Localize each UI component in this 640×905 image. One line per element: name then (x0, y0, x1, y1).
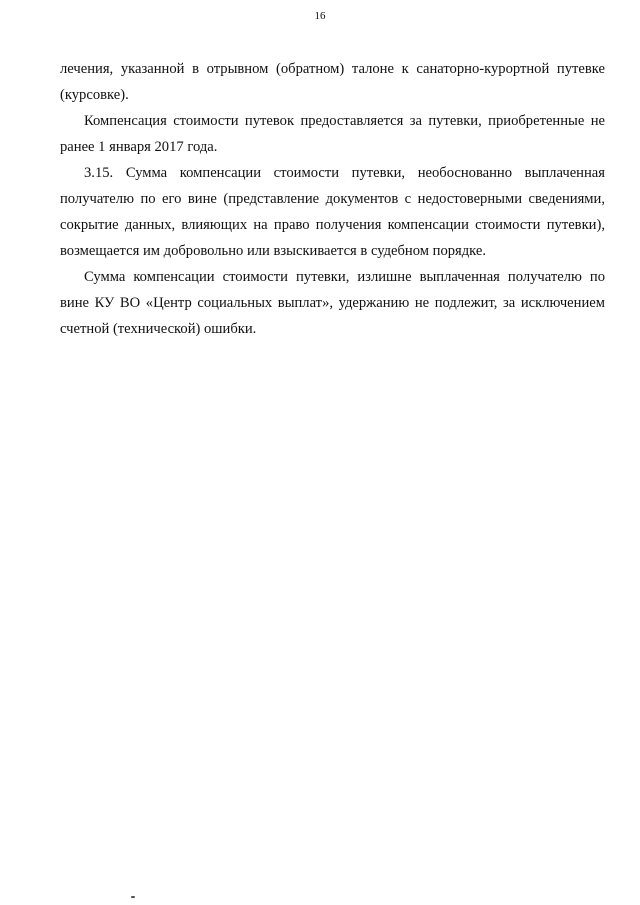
text-line: счетной (технической) ошибки. (60, 321, 257, 337)
text-line: Сумма компенсации стоимости путевки, излишне выплаченная получателю по (84, 269, 605, 285)
document-body (60, 56, 605, 342)
text-line: возмещается им добровольно или взыскивается в судебном порядке. (60, 243, 487, 259)
text-line: сокрытие данных, влияющих на право получения компенсации стоимости путевки), (60, 217, 605, 233)
text-line: (курсовке). (60, 87, 129, 103)
text-line: получателю по его вине (представление документов с недостоверными сведениями, (60, 191, 605, 207)
text-line: ранее 1 января 2017 года. (60, 139, 218, 155)
paragraph-continuation (60, 56, 605, 108)
paragraph-3-15 (60, 160, 605, 264)
page-number: 16 (314, 10, 326, 22)
text-line: Компенсация стоимости путевок предоставляется за путевки, приобретенные не (84, 113, 605, 129)
paragraph-compensation-date (60, 108, 605, 160)
scan-speck (131, 896, 135, 898)
text-line: 3.15. Сумма компенсации стоимости путевки, необоснованно выплаченная (84, 165, 605, 181)
paragraph-overpayment (60, 264, 605, 342)
text-line: вине КУ ВО «Центр социальных выплат», удержанию не подлежит, за исключением (60, 295, 605, 311)
text-line: лечения, указанной в отрывном (обратном) талоне к санаторно-курортной путевке (60, 61, 605, 77)
